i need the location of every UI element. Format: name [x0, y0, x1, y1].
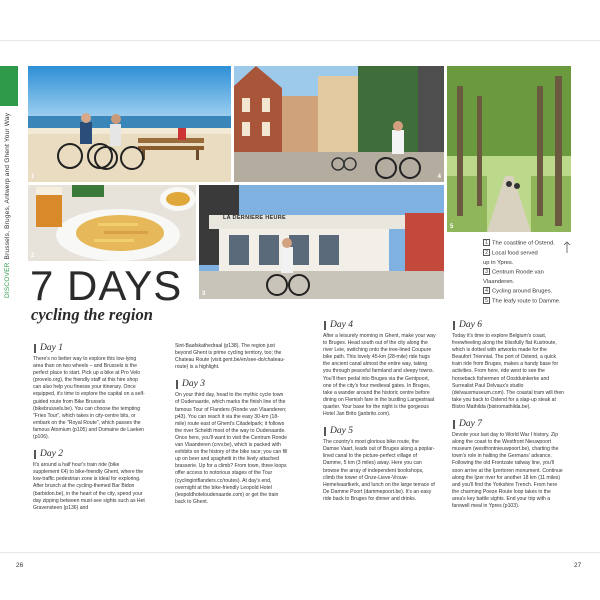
- page-number-right: 27: [574, 562, 582, 569]
- caption-number: 1: [483, 239, 490, 246]
- day-3-heading: Day 3: [175, 379, 288, 390]
- column-4: [452, 320, 565, 510]
- photo-sign-text: LA DERNIERE HEURE: [223, 215, 286, 221]
- caption-4: [483, 287, 573, 297]
- section-tab: [0, 66, 18, 106]
- day-7-heading: Day 7: [452, 419, 565, 430]
- day-4-body: After a leisurely morning in Ghent, make your way to Bruges. Head south out of the city along the river Leie, switching onto the tree-lined Coupure bike path. This lovely 45-km (28-mile) ride hugs the ancient canal almost the entire way, taking you through peaceful farmland and sleepy towns. You'll then pedal into Bruges via the Gentpoort, one of the city's four medieval gates. In Bruges, take a wander around the historic centre before dining on Flemish fare in the bustling Langestraat quarter. Your base for the night is the gorgeous Hotel Jan Brito (janbrito.com).: [323, 333, 436, 418]
- photo-number-3: 3: [202, 291, 206, 297]
- photo-coastline: [28, 66, 231, 182]
- day-1-heading: Day 1: [33, 343, 146, 354]
- day-1-body: There's no better way to explore this low-lying area than on two wheels – and Brussels is the perfect place to start. Pick up a bike at Pro Velo (provelo.org), the friendly staff at this hire shop can also help you finesse your itinerary. Once equipped, it's time to explore the capital on a self-guided route from Bike Brussels (bikebrussels.be). You can choose the tempting "Fries Tour", which takes in city-centre bits, or embark on the "Royal Route", which passes the famous Atomium (p105) and Domaine de Laeken (p106).: [33, 356, 145, 441]
- caption-text: Centrum Ronde van: [492, 269, 544, 276]
- photo-bruges-street: [234, 66, 444, 182]
- caption-text: Vlaanderen.: [483, 278, 515, 285]
- running-head-chapter: Brussels, Bruges, Antwerp and Ghent Your Way: [4, 112, 11, 260]
- day-2-heading: Day 2: [33, 449, 146, 460]
- caption-3: [483, 268, 573, 278]
- photo-number-5: 5: [450, 224, 454, 230]
- page-title: 7 DAYS: [30, 262, 183, 309]
- day-7-body: Devote your last day to World War I history. Zip along the coast to the Westfront Nieuwpoort museum (westfrontnieuwpoort.be), charting the town's role in halting the Germans' advance. Following the old Frontzate railway line, you'll soon arrive at the Ijzertoren monument. Continue along the Ijzer river for another 18 km (11 miles) and you'll find the Yorkshire Trench. From here the charming Poeze Route loop takes in the area's key battle sights. End your trip with a farewell meal in Ypres (p103).: [452, 432, 563, 509]
- day-5-heading: Day 5: [323, 426, 436, 437]
- caption-number: 2: [483, 249, 490, 256]
- day-2-body: It's around a half hour's train ride (bike supplement €4) to bike-friendly Ghent, where the low-traffic pedestrian zone is ideal for exploring. After brunch at the cycling-themed Bar Bidon (barbidon.be), in the heart of the city, spend your day zipping between must-see sights such as Het Gravensteen (p136) and: [33, 462, 145, 511]
- caption-number: 5: [483, 297, 490, 304]
- column-1: [33, 343, 146, 512]
- caption-text: The leafy route to Damme.: [492, 298, 561, 305]
- photo-number-2: 2: [31, 253, 35, 259]
- caption-text: up in Ypres.: [483, 259, 514, 266]
- photo-centrum-ronde: [199, 185, 444, 299]
- caption-text: Cycling around Bruges.: [492, 288, 553, 295]
- caption-2-cont: [483, 259, 573, 268]
- caption-number: 3: [483, 268, 490, 275]
- page-bottom-edge: [0, 552, 600, 553]
- running-head-section: DISCOVER: [4, 262, 11, 298]
- photo-number-4: 4: [437, 174, 441, 180]
- column-3: [323, 320, 436, 503]
- day-3-body: On your third day, head to the mythic cycle town of Oudenaarde, which marks the finish line of the famous Tour of Flanders (Ronde van Vlaanderen; p43). You can reach it via the easy 30-km (18-mile) route east of Ghent's Citadelpark; it follows the river Scheldt most of the way to Oudenaarde. Once here, you'll want to visit the Centrum Ronde van Vlaanderen (crvv.be), which is packed with exhibits on the history of the bike race; you can fill up on beer and spaghetti in the lively attached brasserie. Up for a climb? From town, three loops offer access to notorious stages of the Tour (cyclingintflanders.cc/routes). At day's end, overnight at the bike-friendly Leopold Hotel (leopoldhoteloudenaarde.com) or get the train back to Ghent.: [175, 392, 288, 505]
- day-2-body-cont: Sint-Baafskathedraal (p138). The region just beyond Ghent is prime cycling territory, too; the Chateau Route (visit.gent.be/en/see-do/chateau-route) is a highlight.: [175, 343, 285, 371]
- photo-captions: [483, 239, 573, 307]
- day-4-heading: Day 4: [323, 320, 436, 331]
- caption-5: [483, 297, 573, 307]
- caption-1: [483, 239, 573, 249]
- caption-2: [483, 249, 573, 259]
- caption-text: Local food served: [492, 250, 538, 257]
- day-6-heading: Day 6: [452, 320, 565, 331]
- page-number-left: 26: [16, 562, 24, 569]
- day-6-body: Today it's time to explore Belgium's coast, freewheeling along the blissfully flat Kustroute, which is dotted with artworks made for the Beaufort Triennial. The port of Ostend, a quick train ride from Bruges, makes a handy base for activities. From here, ride west to see the horseback fishermen of Oostduinkerke and Surrealist Paul Delvaux's studio (delvauxmuseum.com). The coastal tram will then take you back to Ostend for a slap-up steak at Bistro Mathilda (bistromathilda.be).: [452, 333, 565, 410]
- day-5-body: The country's most glorious bike route, the Damse Vaart, leads out of Bruges along a poplar-lined canal to the picture-perfect village of Damme, 5 km (3 miles) away. Here you can browse the array of independent bookshops, climb the tower of Onze-Lieve-Vrouw-Hemelvaartkerk, and lunch on the large terrace of De Damme Poort (dammepoort.be). It's an easy ride back to Bruges for dinner and drinks.: [323, 439, 435, 502]
- page-subtitle: cycling the region: [31, 305, 153, 324]
- running-head: [4, 108, 16, 298]
- page-top-edge: [0, 40, 600, 41]
- photo-leafy-route: [447, 66, 571, 232]
- caption-3-cont: [483, 278, 573, 287]
- caption-number: 4: [483, 287, 490, 294]
- photo-local-food: [28, 185, 196, 261]
- caption-text: The coastline of Ostend.: [492, 240, 555, 247]
- photo-number-1: 1: [31, 174, 35, 180]
- column-2: [175, 343, 288, 506]
